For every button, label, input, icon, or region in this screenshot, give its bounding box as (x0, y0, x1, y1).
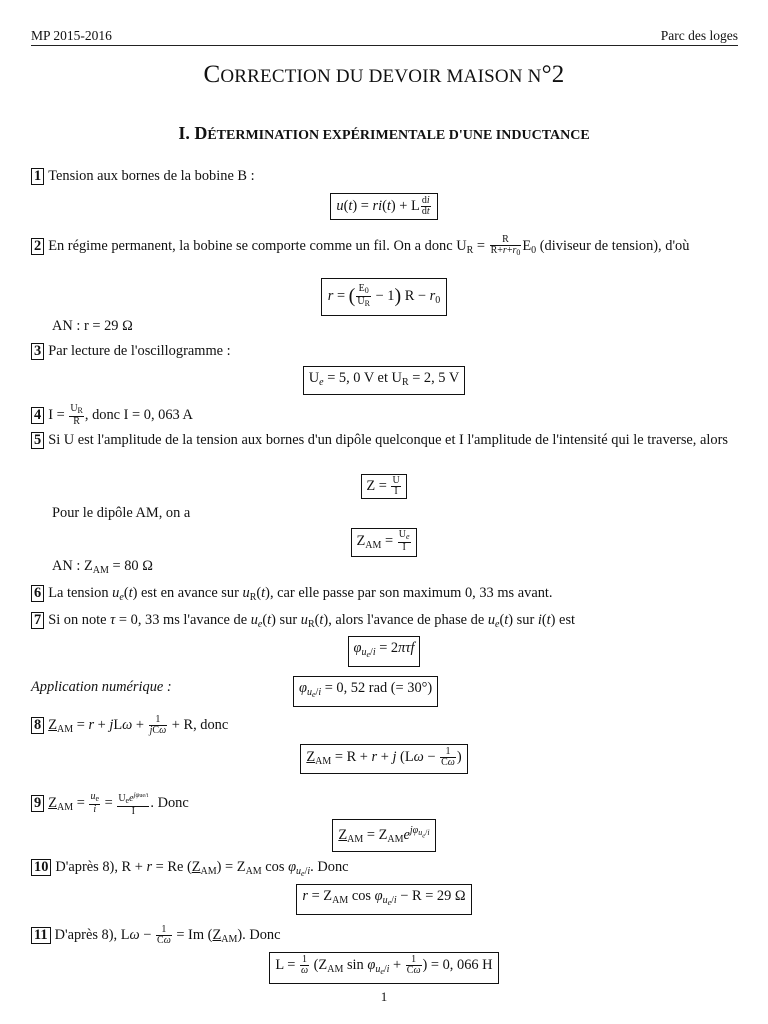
q3-formula-box: $U_e = 5$, 0 V et $U_R = 2$, 5 V (303, 366, 466, 395)
title-suffix: °2 (541, 61, 565, 88)
q10-formula-box: $r = Z_{AM}$ $\cos \varphi_{u_e/i} - R = 29$ Ω (296, 884, 471, 915)
q2-text-c: (diviseur de tension), d'où (539, 237, 690, 254)
section-prefix: I. D (178, 123, 208, 143)
page-number: 1 (380, 989, 388, 1004)
header-right: Parc des loges (660, 28, 738, 43)
q3-number: 3 (31, 343, 44, 360)
q11-formula (0, 952, 768, 984)
q9-formula-box: $Z_{AM} = Z_{AM}e^{j\varphi_{u_e/i}}$ (332, 819, 435, 852)
q10-statement: 10 D'après 8), R + r = Re $(Z_{AM}) = Z_{AM}$ $\cos \varphi_{u_e/i}$. Donc (31, 858, 738, 883)
q5-formula1 (0, 474, 768, 499)
q5-formula1-box: Z = $\frac{U}{I}$ (361, 474, 406, 499)
page-header (31, 26, 738, 44)
q2-statement: 2 En régime permanent, la bobine se comporte comme un fil. On a donc $U_R$ = $\frac{R}{R+r+r_0}$ $E_0$ (diviseur de tension), d'où (31, 235, 738, 260)
q2-text-b: E (522, 237, 532, 254)
q1-number: 1 (31, 168, 44, 185)
q3-formula (0, 366, 768, 395)
q5-text: Si U est l'amplitude de la tension aux bornes d'un dipôle quelconque et I l'amplitude de l'intensité qui le traverse, alors (48, 432, 728, 448)
q1-statement (31, 167, 738, 186)
q8-formula (0, 744, 768, 774)
q5-number: 5 (31, 432, 44, 449)
q7-app-formula (293, 676, 738, 707)
q7-statement: 7 Si on note τ = 0, 33 ms l'avance de $u_e(t)$ sur $u_R(t)$, alors l'avance de phase de $u_e(t)$ sur i(t) est (31, 611, 738, 634)
q6-number: 6 (31, 585, 44, 602)
q8-formula-box: $Z_{AM} = R + r + j$ (Lω − $\frac{1}{C\omega}$ ) (300, 744, 467, 774)
q8-number: 8 (31, 717, 44, 734)
header-rule (31, 45, 738, 46)
title-rest: ORRECTION DU DEVOIR MAISON N (220, 66, 542, 87)
q9-formula (0, 819, 768, 852)
q2-text-a: En régime permanent, la bobine se comporte comme un fil. On a donc U (48, 237, 467, 254)
q5-an: AN : $Z_{AM} = 80$ Ω (52, 558, 153, 576)
q2-an: AN : r = 29 Ω (52, 318, 133, 334)
q7-app-formula-box: $\varphi_{u_e/i} = 0$, 52 rad (= 30°) (293, 676, 438, 707)
section-heading (0, 122, 768, 147)
q11-statement: 11 D'après 8), Lω − $\frac{1}{C\omega}$ = Im $(Z_{AM})$. Donc (31, 925, 738, 949)
q2-formula-box: r = ( $\frac{E_0}{U_R}$ − 1) $R - r_0$ (321, 278, 447, 316)
q11-number: 11 (31, 927, 51, 944)
q1-formula (0, 193, 768, 220)
q7-number: 7 (31, 612, 44, 629)
q7-formula (0, 636, 768, 667)
q1-formula-box: u(t) = ri(t) + L $\frac{di}{dt}$ (330, 193, 437, 220)
q3-text: Par lecture de l'oscillogramme : (48, 343, 231, 359)
q5-formula2-box: $Z_{AM}$ = $\frac{U_e}{I}$ (351, 528, 416, 557)
q3-statement (31, 342, 738, 361)
q10-formula (0, 884, 768, 915)
header-left: MP 2015-2016 (31, 28, 112, 43)
q11-formula-box: L = $\frac{1}{\omega}$ ($Z_{AM}$ $\sin \varphi_{u_e/i}$ + $\frac{1}{C\omega}$ ) = 0, 066 H (269, 952, 498, 984)
document-title (0, 60, 768, 92)
section-rest: ÉTERMINATION EXPÉRIMENTALE D'UNE INDUCTANCE (207, 128, 590, 143)
q7-formula-box: $\varphi_{u_e/i} = 2\pi\tau f$ (348, 636, 421, 667)
q4-number: 4 (31, 407, 44, 424)
title-initial: C (203, 61, 221, 88)
q9-number: 9 (31, 795, 44, 812)
q4-statement: 4 I = $\frac{U_R}{R}$ , donc I = 0, 063 A (31, 404, 738, 427)
q5-formula2 (0, 528, 768, 557)
q10-number: 10 (31, 859, 51, 876)
q7-app-label: Application numérique : (31, 679, 172, 695)
q9-statement: 9 $Z_{AM}$ = $\frac{u_e}{i}$ = $U_ee^{j\varphi ue/i}$ I . Donc (31, 790, 738, 817)
q1-text: Tension aux bornes de la bobine B : (48, 168, 255, 184)
q5-statement (31, 431, 738, 450)
q6-statement: 6 La tension $u_e(t)$ est en avance sur $u_R(t)$, car elle passe par son maximum 0, 33 ms avant. (31, 584, 738, 607)
q8-statement: 8 $Z_{AM} = r + jL\omega$ + 1 jCω + R, donc (31, 715, 738, 739)
q2-number: 2 (31, 238, 44, 255)
q2-formula (0, 278, 768, 316)
q5-text2: Pour le dipôle AM, on a (52, 505, 191, 521)
